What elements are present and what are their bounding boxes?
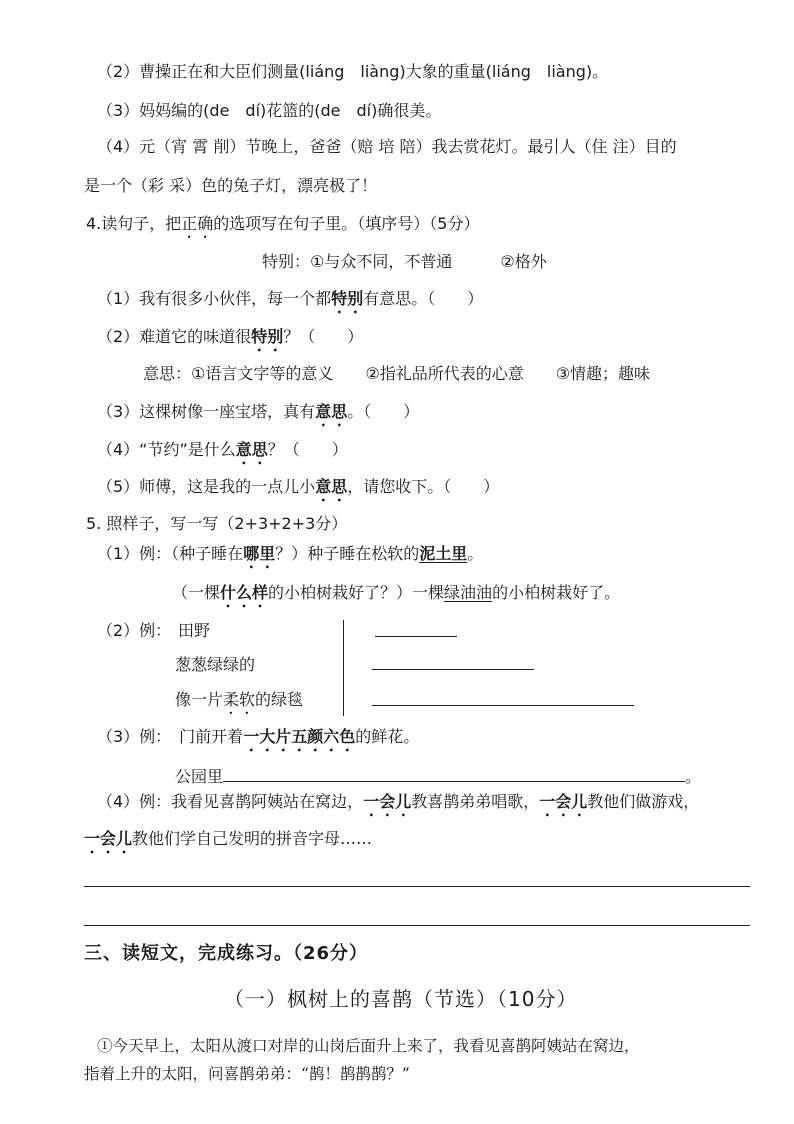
q5-e2-label: （2）例： xyxy=(97,621,172,640)
q5-e2-w3-post: 的绿毯 xyxy=(255,690,304,709)
q5-heading: 5. 照样子，写一写（2+3+2+3分） xyxy=(86,514,348,533)
q4-heading-pre: 4.读句子，把 xyxy=(86,214,182,233)
q5-e3-fill xyxy=(175,765,701,787)
q4-definition-tebie: 特别：①与众不同，不普通 ②格外 xyxy=(262,252,547,271)
q3-item-4-line2: 是一个（彩 采）色的兔子灯，漂亮极了！ xyxy=(84,176,378,195)
q4-s3-post: 。（ ） xyxy=(347,402,420,421)
q4-s4-pre: （4）“节约”是什么 xyxy=(97,440,236,459)
q5-e4-post: 教他们学自己发明的拼音字母…… xyxy=(132,829,373,848)
q5-e3-pre: （3）例： 门前开着 xyxy=(97,727,244,746)
q5-e2-blank-2[interactable] xyxy=(372,669,534,670)
q4-s1-pre: （1）我有很多小伙伴，每一个都 xyxy=(97,289,332,308)
q5-example-1 xyxy=(97,544,483,572)
q4-s2-key: 特别 xyxy=(251,327,284,346)
q5-e1-key: 哪里 xyxy=(243,544,276,563)
passage-title: （一）枫树上的喜鹊（节选）（10分） xyxy=(224,987,578,1011)
q5-e3-fill-post: 。 xyxy=(685,767,702,786)
q5-e4-key-1: 一会儿 xyxy=(363,792,412,811)
q5-e1b-mid: 的小柏树栽好了？）一棵 xyxy=(268,583,445,602)
q5-answer-line-2[interactable] xyxy=(84,925,750,926)
q4-s5-post: ，请您收下。（ ） xyxy=(347,477,500,496)
q4-sentence-1 xyxy=(97,289,483,317)
q5-e2-w3-key: 柔软 xyxy=(223,690,256,709)
q3-item-2: （2）曹操正在和大臣们测量(liáng liàng)大象的重量(liáng liàng)。 xyxy=(97,62,609,81)
q3-item-3: （3）妈妈编的(de dí)花篮的(de dí)确很美。 xyxy=(97,101,442,120)
q5-example-3 xyxy=(97,727,419,755)
q4-heading-post: 的选项写在句子里。（填序号）（5分） xyxy=(213,214,480,233)
q4-s1-post: 有意思。（ ） xyxy=(363,289,484,308)
q4-s4-key: 意思 xyxy=(235,440,268,459)
q4-heading xyxy=(86,214,479,242)
q4-sentence-3 xyxy=(97,402,419,430)
q5-e2-divider xyxy=(343,620,344,716)
q4-sentence-4 xyxy=(97,440,348,468)
q5-e1b-key: 什么样 xyxy=(220,583,269,602)
q4-s5-key: 意思 xyxy=(315,477,348,496)
q5-e4-pre: （4）例：我看见喜鹊阿姨站在窝边， xyxy=(97,792,364,811)
q5-e1-mid: ？）种子睡在松软的 xyxy=(275,544,420,563)
q4-s3-key: 意思 xyxy=(315,402,348,421)
q5-e3-fill-pre: 公园里 xyxy=(175,767,224,786)
q5-e3-key: 一大片五颜六色 xyxy=(243,727,356,746)
q4-s1-key: 特别 xyxy=(331,289,364,308)
q5-e3-blank[interactable] xyxy=(223,765,685,782)
q4-s2-pre: （2）难道它的味道很 xyxy=(97,327,252,346)
q5-e2-blank-1[interactable] xyxy=(375,636,457,637)
q5-e1-end: 。 xyxy=(467,544,484,563)
q5-e2-w3-pre: 像一片 xyxy=(175,690,224,709)
q5-e1-pre: （1）例：（种子睡在 xyxy=(97,544,244,563)
q4-sentence-5 xyxy=(97,477,499,505)
q5-e4-mid-1: 教喜鹊弟弟唱歌， xyxy=(411,792,540,811)
section-3-heading: 三、读短文，完成练习。（26分） xyxy=(84,943,369,964)
q5-e4-mid-2: 教他们做游戏， xyxy=(587,792,700,811)
q4-s4-post: ？（ ） xyxy=(267,440,348,459)
q5-e4-key-2: 一会儿 xyxy=(539,792,588,811)
q5-e2-blank-3[interactable] xyxy=(372,705,634,706)
q5-e1-answer: 泥土里 xyxy=(419,544,468,563)
q4-sentence-2 xyxy=(97,327,363,355)
q4-definition-yisi: 意思：①语言文字等的意义 ②指礼品所代表的心意 ③情趣；趣味 xyxy=(143,364,651,383)
q5-example-4-line2 xyxy=(84,829,372,857)
q4-s3-pre: （3）这棵树像一座宝塔，真有 xyxy=(97,402,316,421)
q5-answer-line-1[interactable] xyxy=(84,886,750,887)
q5-e1b-answer: 绿油油 xyxy=(444,583,493,602)
q4-s5-pre: （5）师傅，这是我的一点儿小 xyxy=(97,477,316,496)
q5-e4-key-3: 一会儿 xyxy=(84,829,133,848)
passage-para-1-line2: 指着上升的太阳，问喜鹊弟弟：“鹊！鹊鹊鹊？” xyxy=(84,1065,410,1083)
q5-e2-word-1: 田野 xyxy=(178,621,211,640)
q5-example-4-line1 xyxy=(97,792,699,820)
q5-e2-word-3 xyxy=(175,690,303,718)
q5-e2-word-2: 葱葱绿绿的 xyxy=(175,655,256,674)
q5-e1b-pre: （一棵 xyxy=(172,583,221,602)
q5-e1b-end: 的小柏树栽好了。 xyxy=(492,583,621,602)
q5-example-1b xyxy=(172,583,620,611)
q3-item-4-line1: （4）元（宵 霄 削）节晚上，爸爸（赔 培 陪）我去赏花灯。最引人（住 注）目的 xyxy=(97,137,677,156)
q4-heading-dot: 正确 xyxy=(181,214,214,233)
q4-s2-post: ？（ ） xyxy=(283,327,364,346)
passage-para-1-line1: ①今天早上，太阳从渡口对岸的山岗后面升上来了，我看见喜鹊阿姨站在窝边， xyxy=(97,1037,640,1055)
q5-e3-post: 的鲜花。 xyxy=(355,727,420,746)
